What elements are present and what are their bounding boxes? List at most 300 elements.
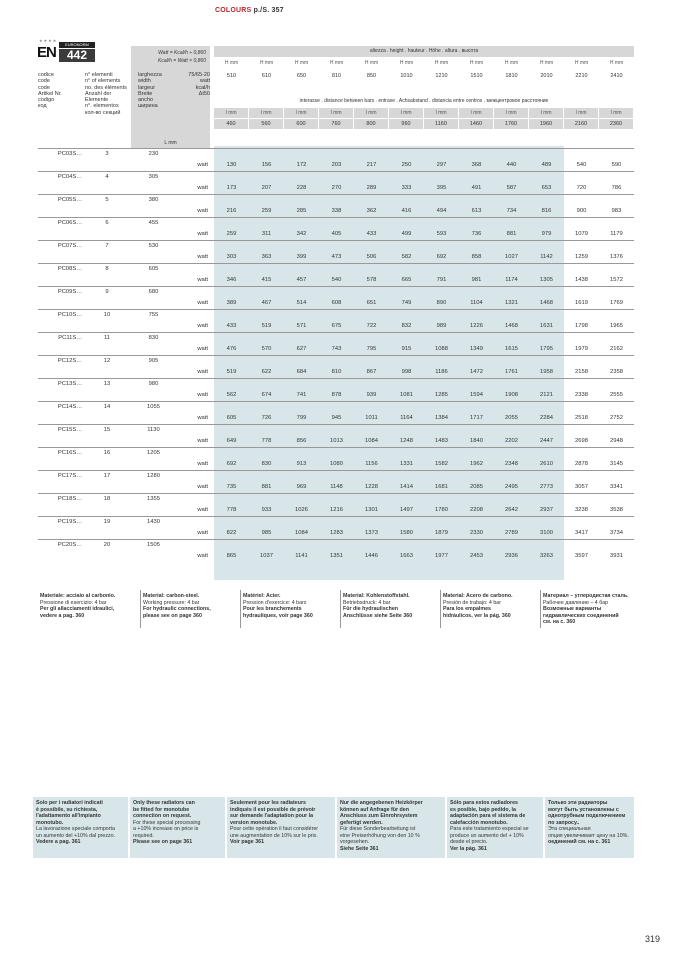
material-pressure: Working pressure: 4 bar [143,599,200,606]
watt-value: 363 [261,254,272,260]
model-code: PC04S… [38,172,84,184]
watt-label: watt [197,553,208,559]
empty-cell [214,333,249,345]
watt-value: 285 [296,208,307,214]
header-line: n°. elementos [85,103,119,110]
empty-cell [354,379,389,391]
empty-cell [564,333,599,345]
empty-cell [177,356,214,368]
table-row [38,494,634,506]
empty-cell [177,425,214,437]
monotube-bold-line: Nur die angegebenen Heizkörper [340,800,423,806]
watt-value: 173 [226,185,237,191]
watt-value: 1104 [470,300,483,306]
watt-value: 726 [261,415,272,421]
watt-value: 416 [401,208,412,214]
watt-value: 2642 [505,507,518,513]
empty-cell [424,402,459,414]
watt-value: 506 [366,254,377,260]
empty-cell [459,333,494,345]
watt-value: 1446 [365,553,378,559]
empty-cell [529,264,564,276]
empty-cell [38,183,84,195]
interaxe-value: 800 [354,119,388,129]
material-connection-ref: Pour les branchements [243,606,302,612]
watt-value: 3057 [575,484,588,490]
watt-value: 692 [226,461,237,467]
empty-cell [130,206,177,218]
empty-cell [529,402,564,414]
unit-cell: I mm [459,108,493,118]
empty-cell [529,149,564,161]
empty-cell [354,287,389,299]
material-connection-ref: Возможные варианты [543,606,602,612]
empty-cell [38,505,84,517]
empty-cell [284,287,319,299]
watt-value: 1174 [505,277,518,283]
watt-label: watt [197,438,208,444]
empty-cell [494,471,529,483]
unit-cell: H mm [294,60,309,66]
monotube-line: une augmentation de 10% sur le prix. [230,832,318,839]
watt-value: 3417 [575,530,588,536]
watt-value: 778 [226,507,237,513]
empty-cell [599,218,634,230]
height-value: 1210 [435,73,448,79]
empty-cell [177,195,214,207]
watt-label: watt [197,323,208,329]
empty-cell [249,218,284,230]
empty-cell [529,287,564,299]
watt-value: 1226 [470,323,483,329]
watt-value: 969 [296,484,307,490]
watt-value: 2878 [575,461,588,467]
header-line: кол-во секций [85,109,121,116]
watt-value: 1780 [435,507,448,513]
empty-cell [214,402,249,414]
watt-value: 1228 [365,484,378,490]
empty-cell [494,517,529,529]
empty-cell [214,287,249,299]
watt-value: 1216 [330,507,343,513]
watt-value: 741 [296,392,307,398]
monotube-bold-line: monotubo. [36,819,64,826]
unit-cell: I mm [529,108,563,118]
empty-cell [177,218,214,230]
material-connection-ref: см. на с. 360 [543,619,576,625]
watt-value: 720 [576,185,587,191]
watt-value: 2202 [505,438,518,444]
empty-cell [84,229,130,241]
empty-cell [424,241,459,253]
elements-count: 12 [84,356,130,368]
empty-cell [38,344,84,356]
empty-cell [130,528,177,540]
model-code: PC19S… [38,517,84,529]
unit-cell: H mm [574,60,589,66]
watt-value: 867 [366,369,377,375]
empty-cell [529,448,564,460]
model-code: PC09S… [38,287,84,299]
empty-cell [249,402,284,414]
empty-cell [319,425,354,437]
table-row [38,517,634,529]
unit-cell: I mm [319,108,353,118]
monotube-bold-line: Anschluss zum Einrohrsystem [340,813,418,819]
monotube-line: vorgesehen. [340,839,370,845]
empty-cell [459,425,494,437]
monotube-page-ref: Vedere a pag. 361 [36,839,81,845]
empty-cell [177,540,214,552]
material-connection-ref: Para los empalmes [443,606,491,612]
empty-cell [494,425,529,437]
table-row [38,448,634,460]
empty-cell [319,448,354,460]
table-row-watts [38,206,634,218]
watt-value: 1351 [330,553,343,559]
height-values-row [214,71,634,81]
watt-value: 2555 [610,392,623,398]
empty-cell [599,356,634,368]
empty-cell [177,494,214,506]
monotube-bold-line: sur demande l'adaptation pour la [230,813,314,819]
interaxe-units-row [214,108,634,118]
watt-value: 605 [226,415,237,421]
empty-cell [84,482,130,494]
empty-cell [319,195,354,207]
watt-value: 578 [366,277,377,283]
watt-value: 2610 [540,461,553,467]
watt-value: 985 [261,530,272,536]
empty-cell [564,517,599,529]
empty-cell [529,172,564,184]
empty-cell [424,356,459,368]
watt-value: 1321 [505,300,518,306]
watt-value: 1580 [400,530,413,536]
empty-cell [130,459,177,471]
watt-value: 203 [331,162,342,168]
watt-value: 933 [261,507,272,513]
empty-cell [564,448,599,460]
empty-cell [599,402,634,414]
material-note [440,590,538,628]
empty-cell [424,172,459,184]
height-value: 1510 [470,73,483,79]
empty-cell [494,195,529,207]
watt-label: watt [197,530,208,536]
empty-cell [494,172,529,184]
watt-value: 1156 [365,461,378,467]
watt-value: 2518 [575,415,588,421]
empty-cell [214,310,249,322]
watt-value: 1283 [330,530,343,536]
empty-cell [459,402,494,414]
empty-cell [354,172,389,184]
watt-value: 362 [366,208,377,214]
watt-value: 613 [471,208,482,214]
empty-cell [319,264,354,276]
empty-cell [354,310,389,322]
unit-cell: H mm [469,60,484,66]
empty-cell [130,413,177,425]
watt-value: 514 [296,300,307,306]
empty-cell [84,505,130,517]
model-code: PC14S… [38,402,84,414]
monotube-line: Para este tratamiento especial se [450,826,529,832]
watt-value: 259 [226,231,237,237]
empty-cell [494,540,529,552]
watt-value: 778 [261,438,272,444]
empty-cell [599,310,634,322]
monotube-note [227,797,335,858]
monotube-bold-line: Solo per i radiatori indicati [36,800,103,806]
table-row-watts [38,298,634,310]
colours-page-ref[interactable]: p./S. 357 [253,7,284,14]
watt-value: 1011 [365,415,378,421]
empty-cell [354,494,389,506]
height-value: 2410 [610,73,623,79]
table-row [38,333,634,345]
watt-value: 1572 [610,277,623,283]
empty-cell [130,367,177,379]
watt-value: 1384 [435,415,448,421]
height-value: 2010 [540,73,553,79]
header-line: 75/65-20 [188,72,210,78]
watt-value: 489 [541,162,552,168]
table-row-watts [38,528,634,540]
monotube-bold-line: es posible, bajo pedido, la [450,806,516,813]
watt-value: 1331 [400,461,413,467]
watt-value: 1962 [470,461,483,467]
empty-cell [84,252,130,264]
height-value: 610 [261,73,272,79]
empty-cell [249,149,284,161]
empty-cell [84,275,130,287]
empty-cell [459,517,494,529]
elements-count: 4 [84,172,130,184]
empty-cell [564,195,599,207]
watt-value: 1619 [575,300,588,306]
width-value: 230 [130,149,177,161]
watt-value: 989 [436,323,447,329]
watt-value: 810 [331,369,342,375]
monotube-bold-line: können auf Anfrage für den [340,806,409,813]
empty-cell [284,517,319,529]
watt-label: watt [197,484,208,490]
empty-cell [284,471,319,483]
model-code: PC12S… [38,356,84,368]
empty-cell [319,172,354,184]
empty-cell [599,264,634,276]
watt-value: 1027 [505,254,518,260]
header-line: Anzahl der [85,90,112,97]
interaxe-value: 1460 [459,119,493,129]
watt-value: 1594 [470,392,483,398]
material-title: Material: carbon-steel. [143,593,200,599]
monotube-line: Эта специальная [548,826,591,832]
watt-value: 303 [226,254,237,260]
watt-value: 570 [261,346,272,352]
watt-value: 2085 [470,484,483,490]
empty-cell [354,356,389,368]
empty-cell [389,425,424,437]
watt-value: 665 [401,277,412,283]
watt-value: 1248 [400,438,413,444]
empty-cell [319,494,354,506]
watt-value: 945 [331,415,342,421]
empty-cell [354,425,389,437]
empty-cell [459,172,494,184]
watt-value: 2208 [470,507,483,513]
formula-box [131,46,210,68]
model-code: PC10S… [38,310,84,322]
height-value: 1810 [505,73,518,79]
empty-cell [214,264,249,276]
watt-label: watt [197,415,208,421]
watt-value: 913 [296,461,307,467]
page-number: 319 [645,934,661,944]
material-connection-ref: Für die hydraulischen [343,606,399,612]
empty-cell [389,471,424,483]
watt-label: watt [197,369,208,375]
height-value: 510 [226,73,237,79]
empty-cell [389,149,424,161]
empty-cell [529,241,564,253]
elements-count: 15 [84,425,130,437]
header-line: kcal/h [195,84,210,91]
unit-cell: I mm [354,108,388,118]
empty-cell [130,298,177,310]
watt-value: 1615 [505,346,518,352]
header-line: Artikel Nr. [38,90,62,97]
table-row-watts [38,390,634,402]
watt-value: 915 [401,346,412,352]
watt-label: watt [197,162,208,168]
empty-cell [249,517,284,529]
empty-cell [564,218,599,230]
watt-value: 2162 [610,346,623,352]
monotube-note [337,797,445,858]
empty-cell [214,517,249,529]
empty-cell [38,436,84,448]
empty-cell [389,448,424,460]
watt-value: 1717 [470,415,483,421]
watt-value: 881 [506,231,517,237]
empty-cell [284,540,319,552]
empty-cell [249,379,284,391]
watt-value: 1088 [435,346,448,352]
empty-cell [389,402,424,414]
model-code: PC18S… [38,494,84,506]
empty-cell [564,287,599,299]
watt-value: 2158 [575,369,588,375]
watt-value: 1438 [575,277,588,283]
watt-value: 1472 [470,369,483,375]
empty-cell [38,551,84,562]
empty-cell [84,390,130,402]
watt-value: 1285 [435,392,448,398]
elements-count: 14 [84,402,130,414]
empty-cell [84,551,130,562]
empty-cell [459,195,494,207]
watt-value: 979 [541,231,552,237]
watt-value: 1373 [365,530,378,536]
elements-count: 9 [84,287,130,299]
height-value: 2210 [575,73,588,79]
watt-value: 217 [366,162,377,168]
watt-value: 2698 [575,438,588,444]
empty-cell [494,379,529,391]
unit-cell: I mm [389,108,423,118]
unit-cell: I mm [214,108,248,118]
empty-cell [214,425,249,437]
table-row-watts [38,459,634,471]
elements-count: 13 [84,379,130,391]
model-code: PC15S… [38,425,84,437]
watt-value: 540 [576,162,587,168]
empty-cell [84,436,130,448]
width-value: 605 [130,264,177,276]
unit-cell: H mm [259,60,274,66]
elements-count: 11 [84,333,130,345]
empty-cell [459,241,494,253]
material-pressure: Рабочее давление – 4 бар [543,599,608,606]
empty-cell [529,494,564,506]
monotube-line: a +10% increase on price is [133,826,199,832]
empty-cell [564,402,599,414]
unit-cell: I mm [564,108,598,118]
empty-cell [177,310,214,322]
watt-value: 1084 [295,530,308,536]
material-note [240,590,338,628]
watt-value: 3734 [610,530,623,536]
unit-cell: I mm [494,108,528,118]
empty-cell [599,287,634,299]
watt-value: 433 [366,231,377,237]
watt-value: 216 [226,208,237,214]
material-note [140,590,238,628]
watt-value: 1414 [400,484,413,490]
monotube-bold-line: по запросу.. [548,819,580,826]
empty-cell [249,287,284,299]
watt-value: 2453 [470,553,483,559]
empty-cell [599,195,634,207]
empty-cell [319,471,354,483]
monotube-bold-line: connection on request. [133,813,192,819]
header-line: codigo [38,97,55,104]
empty-cell [130,505,177,517]
monotube-page-ref: Ver la pág. 361 [450,845,487,852]
watt-value: 743 [331,346,342,352]
unit-cell: H mm [224,60,239,66]
watt-value: 1079 [575,231,588,237]
empty-cell [529,540,564,552]
empty-cell [564,425,599,437]
width-value: 980 [130,379,177,391]
elements-count: 10 [84,310,130,322]
interaxe-value: 1160 [424,119,458,129]
watt-label: watt [197,231,208,237]
elements-count: 16 [84,448,130,460]
watt-value: 2495 [505,484,518,490]
watt-value: 389 [226,300,237,306]
height-units-row [214,58,634,68]
watt-value: 494 [436,208,447,214]
empty-cell [84,413,130,425]
watt-value: 2055 [505,415,518,421]
watt-value: 2752 [610,415,623,421]
empty-cell [177,149,214,161]
